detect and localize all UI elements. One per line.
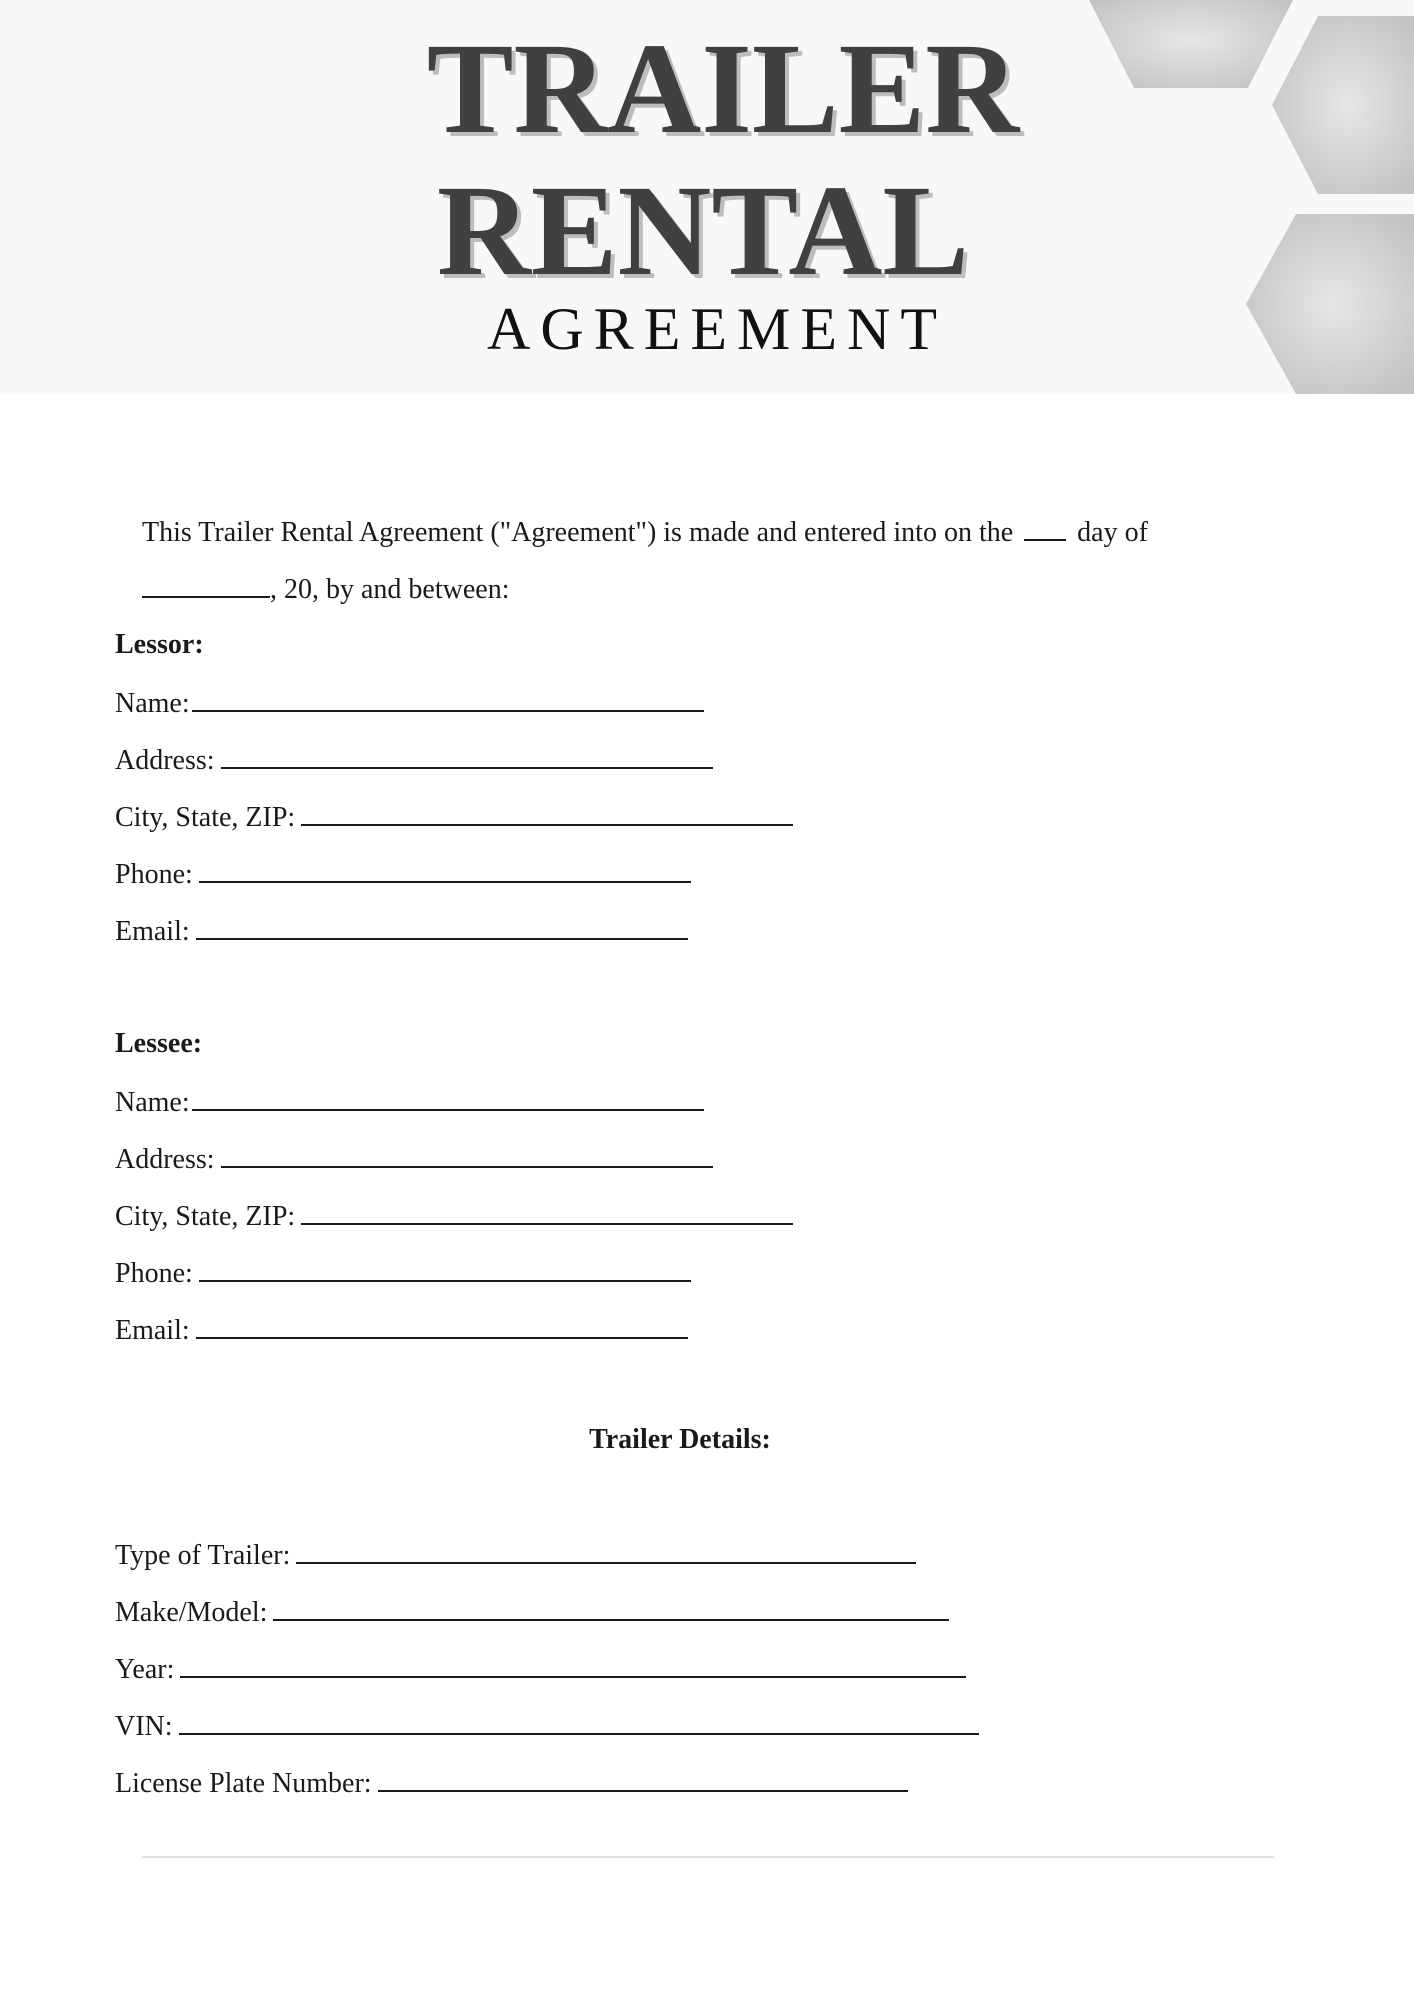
trailer-make-label: Make/Model: [115,1597,268,1628]
lessee-heading: Lessee: [115,1028,203,1059]
lessee-name-field[interactable] [192,1083,704,1111]
lessor-address-label: Address: [115,745,215,776]
intro-year-text: , 20, by and between: [270,574,510,605]
lessee-phone-field[interactable] [199,1254,691,1282]
trailer-type-label: Type of Trailer: [115,1540,291,1571]
trailer-plate-label: License Plate Number: [115,1768,372,1799]
lessor-phone-row [115,855,691,893]
trailer-details-heading: Trailer Details: [589,1424,771,1455]
trailer-year-field[interactable] [180,1650,966,1678]
title-line-1: TRAILER [426,17,1020,161]
trailer-type-field[interactable] [296,1536,916,1564]
intro-line-1 [142,513,1148,551]
trailer-make-field[interactable] [273,1593,949,1621]
lessee-address-label: Address: [115,1144,215,1175]
lessor-email-label: Email: [115,916,190,947]
lessee-email-row [115,1311,688,1349]
trailer-type-row [115,1536,916,1574]
lessee-city-row [115,1197,793,1235]
lessee-phone-row [115,1254,691,1292]
trailer-plate-field[interactable] [378,1764,908,1792]
lessor-phone-label: Phone: [115,859,193,890]
trailer-plate-row [115,1764,908,1802]
intro-day-of: day of [1077,517,1148,548]
title-line-2: RENTAL [436,159,970,303]
trailer-year-label: Year: [115,1654,175,1685]
intro-text: This Trailer Rental Agreement ("Agreement") is made and entered into on the [142,517,1014,548]
lessor-phone-field[interactable] [199,855,691,883]
trailer-make-row [115,1593,949,1631]
intro-line-2 [142,570,510,608]
month-blank[interactable] [142,570,270,598]
lessor-email-field[interactable] [196,912,688,940]
lessor-city-label: City, State, ZIP: [115,802,296,833]
lessor-heading: Lessor: [115,629,204,660]
lessor-city-row [115,798,793,836]
lessee-address-field[interactable] [221,1140,713,1168]
lessor-address-row [115,741,713,779]
day-blank[interactable] [1024,513,1066,541]
lessee-phone-label: Phone: [115,1258,193,1289]
lessee-email-label: Email: [115,1315,190,1346]
trailer-vin-label: VIN: [115,1711,173,1742]
footer-divider [142,1856,1274,1858]
lessor-email-row [115,912,688,950]
lessee-city-label: City, State, ZIP: [115,1201,296,1232]
lessee-address-row [115,1140,713,1178]
trailer-vin-field[interactable] [179,1707,979,1735]
subtitle: AGREEMENT [487,296,947,362]
lessor-name-field[interactable] [192,684,704,712]
lessor-name-row [115,684,704,722]
lessee-city-field[interactable] [301,1197,793,1225]
lessee-name-row [115,1083,704,1121]
lessor-city-field[interactable] [301,798,793,826]
lessor-address-field[interactable] [221,741,713,769]
trailer-vin-row [115,1707,979,1745]
lessee-name-label: Name: [115,1087,190,1118]
header-banner [0,0,1414,394]
lessor-name-label: Name: [115,688,190,719]
trailer-year-row [115,1650,966,1688]
lessee-email-field[interactable] [196,1311,688,1339]
